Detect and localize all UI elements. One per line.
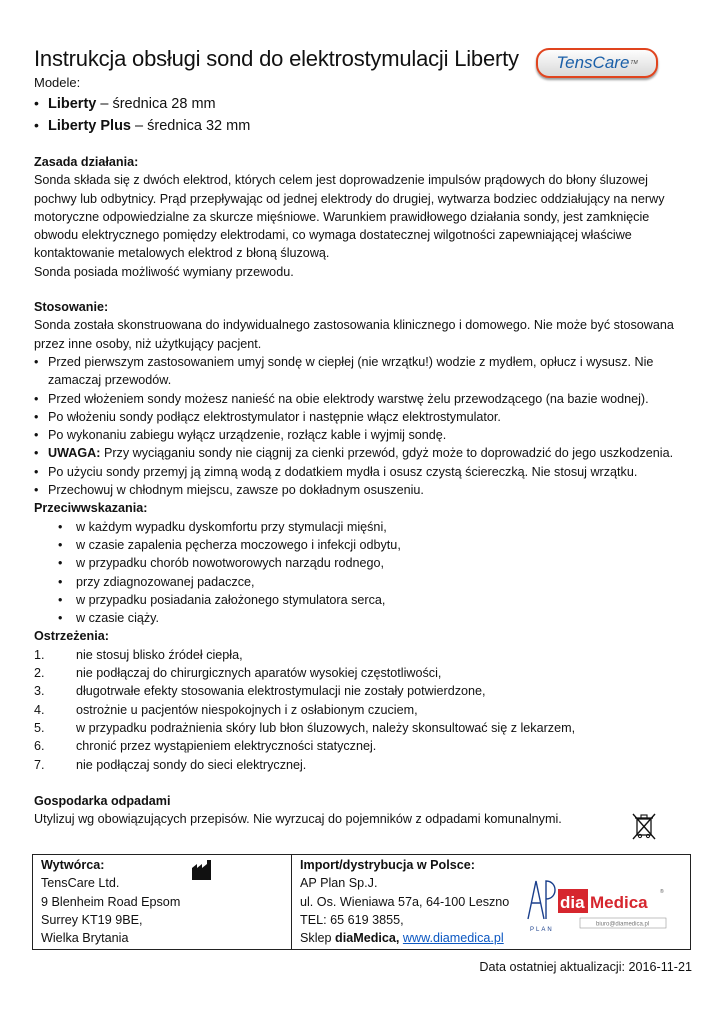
list-item: • w czasie zapalenia pęcherza moczowego i infekcji odbytu,: [34, 536, 694, 554]
weee-bin-icon: [632, 812, 656, 840]
warnings-section: [34, 627, 694, 773]
waste-heading: Gospodarka odpadami: [34, 793, 171, 808]
contra-section: [34, 499, 694, 627]
shop-link[interactable]: www.diamedica.pl: [402, 931, 504, 946]
manufacturer-line: Wielka Brytania: [41, 931, 129, 946]
list-item: • w przypadku chorób nowotworowych narządu rodnego,: [34, 554, 694, 572]
list-item: • Przechowuj w chłodnym miejscu, zawsze po dokładnym osuszeniu.: [34, 481, 694, 499]
list-item: • Po użyciu sondy przemyj ją zimną wodą z dodatkiem mydła i osusz czystą ściereczką. Nie stosuj wrzątku.: [34, 463, 694, 481]
contra-list: [34, 518, 694, 628]
manufacturer-heading: Wytwórca:: [41, 858, 105, 872]
warnings-list: [34, 646, 694, 774]
list-item: • w przypadku posiadania założonego stymulatora serca,: [34, 591, 694, 609]
list-item: • Przed pierwszym zastosowaniem umyj sondę w ciepłej (nie wrzątku!) wodzie z mydłem, opłucz i wysusz. Nie zamaczaj przewodów.: [34, 353, 694, 390]
models-label: Modele:: [34, 75, 81, 90]
principle-text: Sonda składa się z dwóch elektrod, których celem jest doprowadzenie impulsów prądowych do błony śluzowej pochwy lub odbytnicy. Prąd przepływając od jednej elektrody do drugiej, wytwarza bodziec oddziałujący na nerwy motoryczne odpowiedzialne za skurcze mięśniowe. Warunkiem prawidłowego działania sondy, jest zamknięcie obwodu elektrycznego pomiędzy elektrodami, co wymaga dostatecznej wilgotności zapewniającej właściwe kontaktowanie metalowych elektrod z błoną śluzową.: [34, 173, 665, 261]
list-item: 5. w przypadku podrażnienia skóry lub błon śluzowych, należy skonsultować się z lekarzem,: [34, 720, 576, 735]
importer-shop-line: Sklep diaMedica, www.diamedica.pl: [300, 931, 504, 946]
list-item: 1. nie stosuj blisko źródeł ciepła,: [34, 647, 243, 662]
warnings-heading: Ostrzeżenia:: [34, 629, 109, 644]
models-list: [34, 93, 694, 137]
importer-cell: [292, 855, 691, 950]
list-item: • Po włożeniu sondy podłącz elektrostymulator i następnie włącz elektrostymulator.: [34, 408, 694, 426]
usage-list: [34, 353, 694, 499]
svg-text:biuro@diamedica.pl: biuro@diamedica.pl: [596, 921, 650, 928]
svg-text:Medica: Medica: [590, 893, 648, 912]
usage-heading: Stosowanie:: [34, 300, 109, 315]
waste-text: Utylizuj wg obowiązujących przepisów. Nie wyrzucaj do pojemników z odpadami komunalnymi.: [34, 812, 562, 827]
manufacturer-line: Surrey KT19 9BE,: [41, 912, 143, 927]
list-item: • w czasie ciąży.: [34, 609, 694, 627]
usage-section: [34, 298, 694, 499]
manufacturer-line: 9 Blenheim Road Epsom: [41, 894, 181, 909]
importer-line: ul. Os. Wieniawa 57a, 64-100 Leszno: [300, 894, 510, 909]
model-item: • Liberty – średnica 28 mm: [34, 93, 694, 115]
contra-heading: Przeciwwskazania:: [34, 501, 148, 516]
svg-text:®: ®: [660, 889, 664, 895]
last-updated: Data ostatniej aktualizacji: 2016-11-21: [479, 960, 692, 974]
list-item: • w każdym wypadku dyskomfortu przy stymulacji mięśni,: [34, 518, 694, 536]
list-item: 6. chronić przez wystąpieniem elektryczności statycznej.: [34, 739, 377, 754]
principle-text2: Sonda posiada możliwość wymiany przewodu.: [34, 264, 294, 279]
list-item: 7. nie podłączaj sondy do sieci elektrycznej.: [34, 757, 307, 772]
importer-line: AP Plan Sp.J.: [300, 876, 378, 891]
model-item: • Liberty Plus – średnica 32 mm: [34, 115, 694, 137]
svg-text:dia: dia: [560, 893, 585, 912]
diamedica-logo: [524, 875, 674, 935]
svg-text:PLAN: PLAN: [530, 927, 554, 933]
list-item: • Przed włożeniem sondy możesz nanieść na obie elektrody warstwę żelu przewodzącego (na bazie wodnej).: [34, 390, 694, 408]
list-item: 4. ostrożnie u pacjentów niespokojnych i z osłabionym czuciem,: [34, 702, 418, 717]
list-item: • UWAGA: Przy wyciąganiu sondy nie ciągnij za cienki przewód, gdyż może to doprowadzić do jego uszkodzenia.: [34, 444, 694, 462]
document-page: [34, 44, 694, 828]
list-item: 3. długotrwałe efekty stosowania elektrostymulacji nie zostały potwierdzone,: [34, 684, 486, 699]
list-item: • Po wykonaniu zabiegu wyłącz urządzenie, rozłącz kable i wyjmij sondę.: [34, 426, 694, 444]
list-item: 2. nie podłączaj do chirurgicznych aparatów wysokiej częstotliwości,: [34, 666, 442, 681]
importer-line: TEL: 65 619 3855,: [300, 912, 404, 927]
usage-text: Sonda została skonstruowana do indywidualnego zastosowania klinicznego i domowego. Nie może być stosowana przez inne osoby, niż użytkujący pacjent.: [34, 318, 674, 351]
page-title: Instrukcja obsługi sond do elektrostymulacji Liberty: [34, 46, 519, 71]
importer-heading: Import/dystrybucja w Polsce:: [300, 858, 475, 872]
waste-section: [34, 792, 694, 829]
factory-icon: [191, 859, 213, 881]
manufacturer-cell: [33, 855, 292, 950]
manufacturer-line: TensCare Ltd.: [41, 876, 120, 891]
principle-section: [34, 153, 694, 281]
principle-heading: Zasada działania:: [34, 155, 139, 169]
contact-table: [32, 854, 691, 950]
tenscare-logo: TensCare TM: [536, 48, 658, 78]
list-item: • przy zdiagnozowanej padaczce,: [34, 573, 694, 591]
